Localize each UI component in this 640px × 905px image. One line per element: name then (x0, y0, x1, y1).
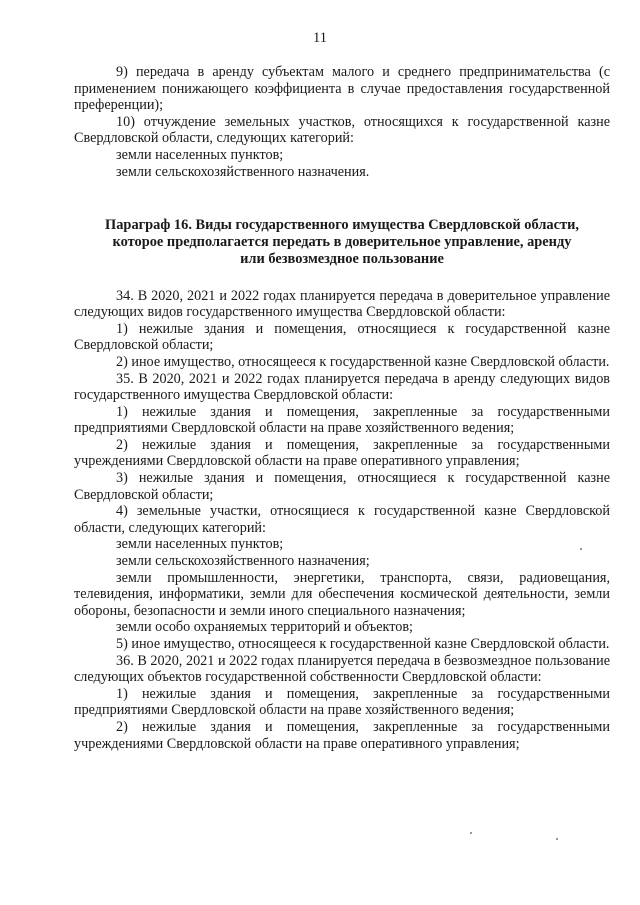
section-heading-line: которое предполагается передать в доверительное управление, аренду (112, 233, 572, 250)
page-number: 11 (313, 30, 327, 46)
paragraph: земли населенных пунктов; (116, 536, 284, 553)
list-item: 9) передача в аренду субъектам малого и среднего предпринимательства (с применением понижающего коэффициента в случае предоставления государственной преференции); (74, 64, 610, 114)
list-item: земли населенных пунктов; (116, 146, 284, 163)
paragraph: земли сельскохозяйственного назначения; (116, 553, 370, 570)
section-heading-line: или безвозмездное пользование (240, 250, 444, 267)
paragraph: 35. В 2020, 2021 и 2022 годах планируется передача в аренду следующих видов государственного имущества Свердловской области: (74, 370, 610, 404)
list-item: 10) отчуждение земельных участков, относящихся к государственной казне Свердловской области, следующих категорий: (74, 113, 610, 147)
paragraph: 2) нежилые здания и помещения, закрепленные за государственными учреждениями Свердловской области на праве оперативного управления; (74, 436, 610, 470)
paragraph: 1) нежилые здания и помещения, относящиеся к государственной казне Свердловской области; (74, 320, 610, 354)
scan-speck (556, 838, 558, 840)
paragraph: 3) нежилые здания и помещения, относящиеся к государственной казне Свердловской области; (74, 470, 610, 503)
list-item: земли сельскохозяйственного назначения. (116, 163, 370, 180)
paragraph: 4) земельные участки, относящиеся к государственной казне Свердловской области, следующих категорий: (74, 503, 610, 536)
paragraph: 1) нежилые здания и помещения, закрепленные за государственными предприятиями Свердловской области на праве хозяйственного ведения; (74, 685, 610, 719)
document-body (74, 64, 610, 752)
paragraph: 2) иное имущество, относящееся к государственной казне Свердловской области. (116, 353, 610, 370)
section-heading (74, 217, 610, 267)
paragraph: земли промышленности, энергетики, транспорта, связи, радиовещания, телевидения, информатики, земли для обеспечения космической деятельности, земли обороны, безопасности и земли иного специального назначения; (74, 569, 610, 619)
paragraph: 1) нежилые здания и помещения, закрепленные за государственными предприятиями Свердловской области на праве хозяйственного ведения; (74, 403, 610, 437)
paragraph: 5) иное имущество, относящееся к государственной казне Свердловской области. (116, 636, 610, 653)
paragraph: 36. В 2020, 2021 и 2022 годах планируется передача в безвозмездное пользование следующих объектов государственной собственности Свердловской области: (74, 652, 610, 686)
paragraph: земли особо охраняемых территорий и объектов; (116, 619, 413, 636)
scan-speck (580, 548, 582, 550)
paragraph: 2) нежилые здания и помещения, закрепленные за государственными учреждениями Свердловской области на праве оперативного управления; (74, 718, 610, 752)
scan-speck (470, 832, 472, 834)
section-heading-line: Параграф 16. Виды государственного имущества Свердловской области, (105, 217, 579, 234)
paragraph: 34. В 2020, 2021 и 2022 годах планируется передача в доверительное управление следующих видов государственного имущества Свердловской области: (74, 287, 610, 321)
